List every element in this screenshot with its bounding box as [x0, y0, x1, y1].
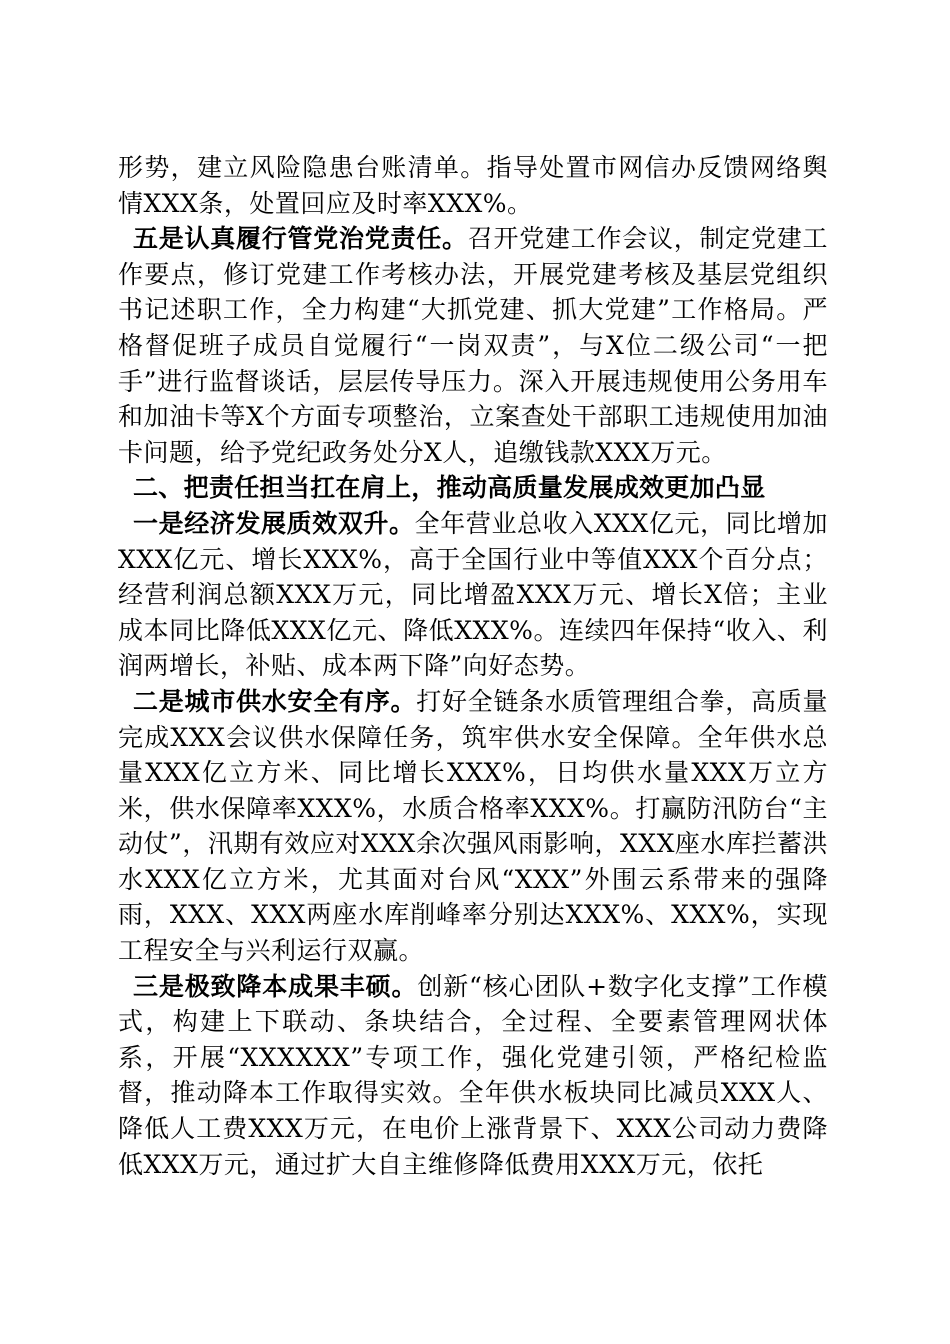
paragraph-body: 打好全链条水质管理组合拳，高质量完成XXX会议供水保障任务，筑牢供水安全保障。全年供水总量XXX亿立方米、同比增长XXX%，日均供水量XXX万立方米，供水保障率XXX%，水质合格率XXX%。打赢防汛防台“主动仗”，汛期有效应对XXX余次强风雨影响，XXX座水库拦蓄洪水XXX亿立方米，尤其面对台风“XXX”外围云系带来的强降雨，XXX、XXX两座水库削峰率分别达XXX%、XXX%，实现工程安全与兴利运行双赢。	[118, 686, 828, 966]
paragraph-body: 召开党建工作会议，制定党建工作要点，修订党建工作考核办法，开展党建考核及基层党组织书记述职工作，全力构建“大抓党建、抓大党建”工作格局。严格督促班子成员自觉履行“一岗双责”，与X位二级公司“一把手”进行监督谈话，层层传导压力。深入开展违规使用公务用车和加油卡等X个方面专项整治，立案查处干部职工违规使用加油卡问题，给予党纪政务处分X人，追缴钱款XXX万元。	[118, 224, 828, 467]
paragraph-economic-development	[118, 506, 828, 684]
paragraph-cost-reduction	[118, 969, 828, 1183]
paragraph-body: 形势，建立风险隐患台账清单。指导处置市网信办反馈网络舆情XXX条，处置回应及时率XXX%。	[118, 153, 828, 218]
paragraph-risk-continuation	[118, 150, 828, 221]
document-page	[118, 150, 828, 1182]
paragraph-lead: 五是认真履行管党治党责任。	[133, 224, 468, 254]
paragraph-body: 全年营业总收入XXX亿元，同比增加XXX亿元、增长XXX%，高于全国行业中等值XXX个百分点；经营利润总额XXX万元，同比增盈XXX万元、增长X倍；主业成本同比降低XXX亿元、降低XXX%。连续四年保持“收入、利润两增长，补贴、成本两下降”向好态势。	[118, 508, 828, 681]
paragraph-party-governance	[118, 221, 828, 470]
paragraph-lead: 一是经济发展质效双升。	[133, 508, 415, 538]
paragraph-water-supply	[118, 684, 828, 969]
paragraph-body: 创新“核心团队+数字化支撑”工作模式，构建上下联动、条块结合，全过程、全要素管理网状体系，开展“XXXXXX”专项工作，强化党建引领，严格纪检监督，推动降本工作取得实效。全年供水板块同比减员XXX人、降低人工费XXX万元，在电价上涨背景下、XXX公司动力费降低XXX万元，通过扩大自主维修降低费用XXX万元，依托	[118, 971, 828, 1179]
section-heading: 二、把责任担当扛在肩上，推动高质量发展成效更加凸显	[133, 473, 766, 503]
paragraph-lead: 三是极致降本成果丰硕。	[133, 971, 418, 1001]
paragraph-lead: 二是城市供水安全有序。	[133, 686, 417, 716]
